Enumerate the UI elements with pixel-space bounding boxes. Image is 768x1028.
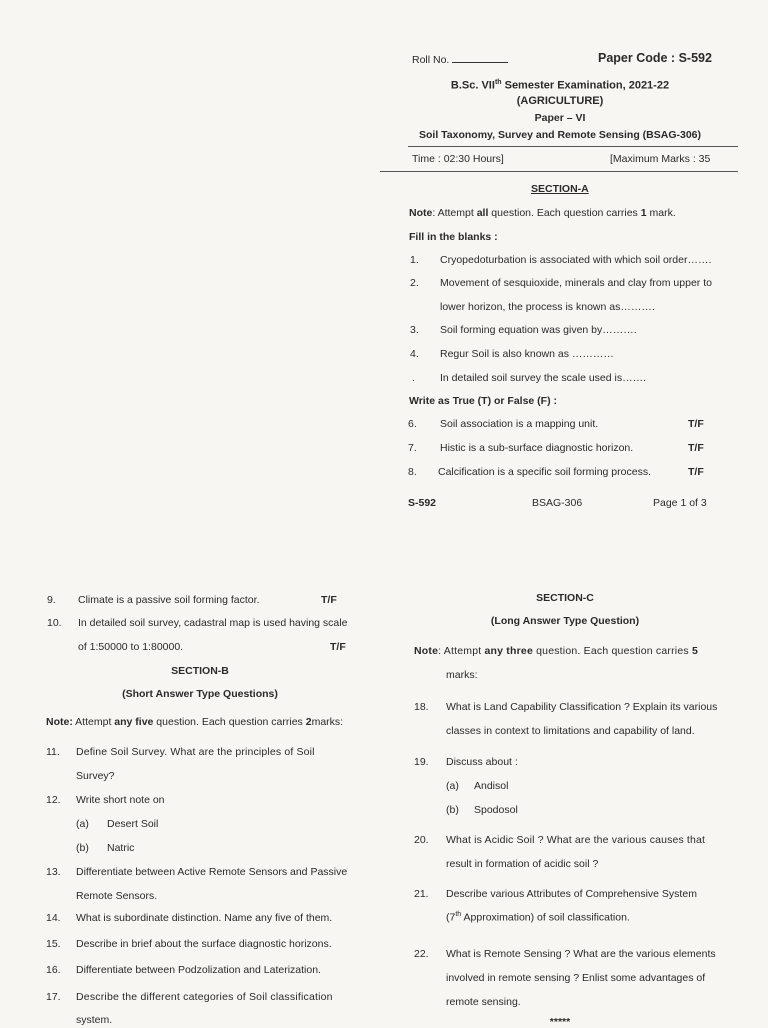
q19a-label: (a) (446, 780, 459, 792)
header-rule-top (408, 146, 738, 147)
q16-number: 16. (46, 964, 61, 976)
q18-number: 18. (414, 701, 429, 713)
q12a-text: Desert Soil (107, 818, 159, 830)
q6-number: 6. (408, 418, 417, 430)
exam-title-text: B.Sc. VII (450, 79, 495, 92)
footer-course-code: BSAG-306 (532, 497, 583, 509)
footer-page-number: Page 1 of 3 (653, 497, 707, 509)
q6-text: Soil association is a mapping unit. (440, 418, 599, 430)
note-bold: 5 (691, 645, 698, 657)
q10-tf: T/F (330, 641, 346, 653)
q10-number: 10. (47, 617, 62, 629)
section-b-note (46, 716, 343, 728)
q8-tf: T/F (688, 466, 704, 478)
section-c-title: SECTION-C (536, 592, 594, 604)
q17-number: 17. (46, 991, 61, 1003)
q22-text-cont2: remote sensing. (446, 996, 521, 1008)
q13-number: 13. (46, 866, 61, 878)
q11-text-cont: Survey? (76, 770, 115, 782)
max-marks: [Maximum Marks : 35 (610, 153, 711, 165)
q17-text-cont: system. (76, 1014, 113, 1026)
note-bold: all (476, 207, 489, 219)
q21-number: 21. (414, 888, 429, 900)
footer-paper-code: S-592 (408, 497, 437, 509)
fill-blanks-heading: Fill in the blanks : (409, 231, 498, 243)
q7-tf: T/F (688, 442, 704, 454)
section-a-note (409, 207, 676, 219)
roll-label: Roll No. (412, 54, 450, 66)
q20-text: What is Acidic Soil ? What are the various causes that (446, 834, 706, 846)
q16-text: Differentiate between Podzolization and Laterization. (76, 964, 321, 976)
note-text: question. Each question carries (488, 207, 641, 219)
q19-number: 19. (414, 756, 429, 768)
q5-number: . (412, 372, 415, 384)
note-bold: any three (484, 645, 533, 657)
section-b-subtitle: (Short Answer Type Questions) (122, 688, 278, 700)
paper-number: Paper – VI (534, 112, 586, 124)
q2-number: 2. (410, 277, 419, 289)
q9-number: 9. (47, 594, 56, 606)
section-c-note (414, 645, 698, 657)
q12-number: 12. (46, 794, 61, 806)
note-bold: 2 (305, 716, 312, 728)
section-c-note-cont: marks: (446, 669, 478, 681)
q12b-text: Natric (107, 842, 135, 854)
q14-text: What is subordinate distinction. Name any five of them. (76, 912, 333, 924)
q13-text: Differentiate between Active Remote Sensors and Passive (76, 866, 348, 878)
section-a-title: SECTION-A (531, 183, 589, 195)
q10-text-cont: of 1:50000 to 1:80000. (78, 641, 184, 653)
q12b-label: (b) (76, 842, 89, 854)
note-label: Note (414, 645, 439, 657)
section-b-title: SECTION-B (171, 665, 229, 677)
note-text: question. Each question carries (533, 645, 692, 657)
note-text: : Attempt (432, 207, 477, 219)
q11-text: Define Soil Survey. What are the principles of Soil (76, 746, 315, 758)
q13-text-cont: Remote Sensors. (76, 890, 158, 902)
subject-title: Soil Taxonomy, Survey and Remote Sensing (BSAG-306) (418, 129, 701, 141)
q22-text: What is Remote Sensing ? What are the various elements (446, 948, 716, 960)
q4-number: 4. (410, 348, 419, 360)
q12a-label: (a) (76, 818, 89, 830)
q21-text-part: Approximation) of soil classification. (461, 911, 630, 924)
end-stars: ***** (549, 1016, 571, 1028)
q8-text: Calcification is a specific soil forming process. (438, 466, 651, 478)
q21-sup: th (455, 911, 462, 918)
q3-text: Soil forming equation was given by………. (440, 324, 637, 336)
q7-number: 7. (408, 442, 417, 454)
note-label: Note: (46, 716, 73, 728)
note-label: Note (409, 207, 433, 219)
roll-number-field (412, 53, 508, 66)
note-text: question. Each question carries (153, 716, 306, 728)
note-text: : Attempt (438, 645, 485, 657)
q19a-text: Andisol (474, 780, 509, 792)
q1-text: Cryopedoturbation is associated with which soil order……. (440, 254, 712, 266)
q14-number: 14. (46, 912, 61, 924)
faculty: (AGRICULTURE) (516, 95, 604, 107)
note-bold: 1 (640, 207, 647, 219)
q8-number: 8. (408, 466, 417, 478)
note-text: marks: (311, 716, 344, 728)
exam-title-sup: th (494, 79, 502, 86)
note-bold: any five (114, 716, 154, 728)
q12-text: Write short note on (76, 794, 165, 806)
header-rule-bottom (380, 171, 738, 172)
q22-number: 22. (414, 948, 429, 960)
q22-text-cont: involved in remote sensing ? Enlist some advantages of (446, 972, 706, 984)
q4-text: Regur Soil is also known as ………… (440, 348, 614, 360)
q19b-text: Spodosol (474, 804, 518, 816)
paper-code: Paper Code : S-592 (598, 51, 712, 65)
q6-tf: T/F (688, 418, 704, 430)
q2-text-cont: lower horizon, the process is known as………. (440, 301, 655, 313)
note-text: mark. (646, 207, 676, 219)
q15-number: 15. (46, 938, 61, 950)
q7-text: Histic is a sub-surface diagnostic horizon. (440, 442, 634, 454)
q15-text: Describe in brief about the surface diagnostic horizons. (76, 938, 332, 950)
q19-text: Discuss about : (446, 756, 518, 768)
q17-text: Describe the different categories of Soil classification (76, 991, 333, 1003)
q5-text: In detailed soil survey the scale used is……. (440, 372, 647, 384)
q18-text-cont: classes in context to limitations and capability of land. (446, 725, 695, 737)
exam-title-rest: Semester Examination, 2021-22 (501, 79, 670, 92)
q20-text-cont: result in formation of acidic soil ? (446, 858, 599, 870)
q18-text: What is Land Capability Classification ? Explain its various (446, 701, 718, 713)
q9-text: Climate is a passive soil forming factor. (78, 594, 260, 606)
q19b-label: (b) (446, 804, 459, 816)
q1-number: 1. (410, 254, 419, 266)
q21-text: Describe various Attributes of Comprehensive System (446, 888, 697, 900)
q21-text-part: (7 (446, 911, 456, 924)
section-c-subtitle: (Long Answer Type Question) (490, 615, 640, 627)
q10-text: In detailed soil survey, cadastral map is used having scale (78, 617, 348, 629)
roll-blank (452, 53, 508, 63)
exam-title (400, 79, 720, 92)
note-text: Attempt (72, 716, 115, 728)
q21-text-cont (446, 911, 630, 924)
q20-number: 20. (414, 834, 429, 846)
q9-tf: T/F (321, 594, 337, 606)
exam-time: Time : 02:30 Hours] (412, 153, 504, 165)
true-false-heading: Write as True (T) or False (F) : (409, 395, 557, 407)
q3-number: 3. (410, 324, 419, 336)
q11-number: 11. (46, 746, 60, 758)
q2-text: Movement of sesquioxide, minerals and clay from upper to (440, 277, 712, 289)
